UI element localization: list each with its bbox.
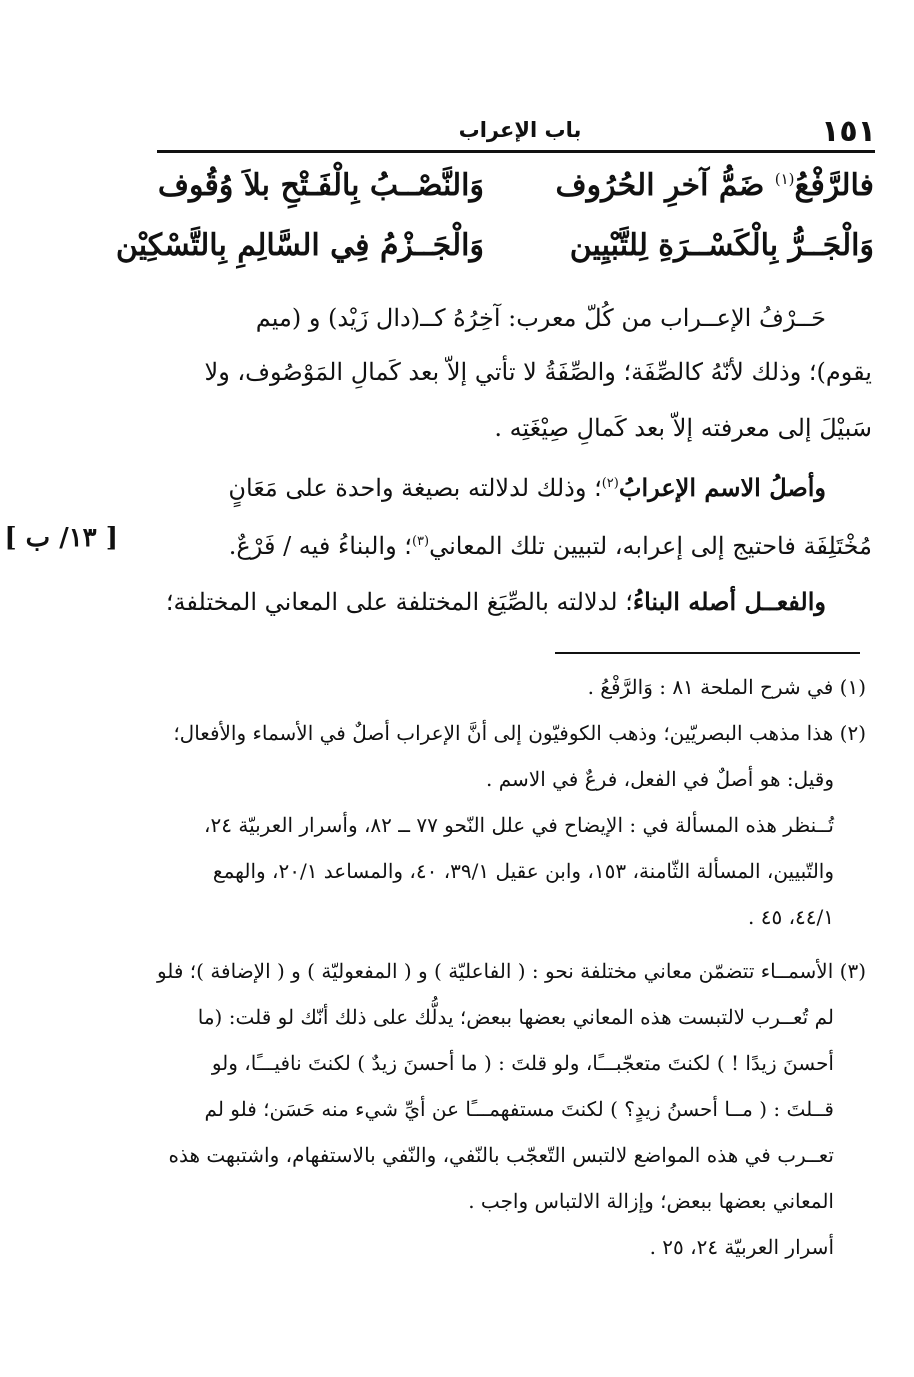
footnote-line: (١) في شرح الملحة ٨١ : وَالرَّفْعُ . xyxy=(587,675,866,699)
manuscript-folio-marker: [ ١٣/ ب ] xyxy=(4,523,118,553)
body-text: يقوم)؛ وذلك لأنّهُ كالصِّفَة؛ والصِّفَةُ لا تأتي إلاّ بعد كَمالِ المَوْصُوف، ولا xyxy=(204,358,872,386)
body-line xyxy=(137,408,872,448)
footnote-ref: (٢) xyxy=(601,476,619,491)
verse-2-left-hemistich: وَالْجَــزْمُ فِي السَّالِمِ بِالتَّسْكِيْن xyxy=(115,228,484,263)
footnote-ref: (٣) xyxy=(411,534,430,549)
body-text: ؛ وذلك لدلالته بصيغة واحدة على مَعَانٍ xyxy=(228,474,602,502)
body-text: سَبيْلَ إلى معرفته إلاّ بعد كَمالِ صِيْغَتِه . xyxy=(494,414,872,442)
body-line xyxy=(136,298,826,338)
page-number: ١٥١ xyxy=(821,114,876,149)
footnote-line: أحسنَ زيدًا ! ) لكنتَ متعجّبـــًا، ولو قلتَ : ( ما أحسنَ زيدٌ ) لكنتَ نافيـــًا، ولو xyxy=(211,1051,834,1075)
bold-term: والفعــل أصله البناءُ xyxy=(632,587,826,616)
body-text: ؛ لدلالته بالصِّيَغ المختلفة على المعاني المختلفة؛ xyxy=(165,588,633,616)
body-text: مُخْتَلِفَة فاحتيج إلى إعرابه، لتبيين تلك المعاني xyxy=(429,532,872,560)
footnote-line: تُــنظر هذه المسألة في : الإيضاح في علل النّحو ٧٧ ــ ٨٢، وأسرار العربيّة ٢٤، xyxy=(204,813,834,837)
footnote-ref: (١) xyxy=(774,170,795,188)
verse-1-left-hemistich: وَالنَّصْــبُ بِالْفَـتْحِ بلاَ وُقُوف xyxy=(157,168,484,203)
body-line xyxy=(136,464,826,508)
verse-1-right-hemistich xyxy=(556,168,874,203)
header-divider xyxy=(157,150,875,153)
body-line xyxy=(136,582,826,622)
body-line xyxy=(137,522,872,566)
footnote-line: ٤٤/١، ٤٥ . xyxy=(748,905,834,929)
body-text: ؛ والبناءُ فيه / فَرْعٌ. xyxy=(228,532,412,560)
footnote-line: (٣) الأسمــاء تتضمّن معاني مختلفة نحو : ( الفاعليّة ) و ( المفعوليّة ) و ( الإضافة )؛ فلو xyxy=(156,959,866,983)
verse-text: ضَمُّ آخرِ الحُرُوف xyxy=(555,168,775,203)
footnote-line: (٢) هذا مذهب البصريّين؛ وذهب الكوفيّون إلى أنَّ الإعراب أصلٌ في الأسماء والأفعال؛ xyxy=(173,721,866,745)
body-line xyxy=(137,352,872,392)
footnote-line: قــلتَ : ( مــا أحسنُ زيدٍ؟ ) لكنتَ مستفهمـــًا عن أيِّ شيء منه حَسَن؛ فلو لم xyxy=(204,1097,834,1121)
verse-text: فالرَّفْعُ xyxy=(794,168,874,203)
body-text: حَــرْفُ الإعــراب من كُلّ معرب: آخِرُهُ كــ(دال زَيْد) و (ميم xyxy=(255,304,826,332)
footnote-divider xyxy=(555,652,860,654)
footnote-line: المعاني بعضها ببعض؛ وإزالة الالتباس واجب . xyxy=(468,1189,834,1213)
footnote-line: وقيل: هو أصلٌ في الفعل، فرعٌ في الاسم . xyxy=(486,767,834,791)
chapter-title: باب الإعراب xyxy=(458,118,582,142)
footnote-line: والتّبيين، المسألة الثّامنة، ١٥٣، وابن عقيل ٣٩/١، ٤٠، والمساعد ٢٠/١، والهمع xyxy=(212,859,834,883)
footnote-line: تعــرب في هذه المواضع لالتبس التّعجّب بالنّفي، والنّفي بالاستفهام، واشتبهت هذه xyxy=(168,1143,834,1167)
footnote-line: لم تُعــرب لالتبست هذه المعاني بعضها ببعض؛ يدلُّك على ذلك أنّك لو قلت: (ما xyxy=(197,1005,834,1029)
bold-term: وأصلُ الاسم الإعرابُ xyxy=(618,473,826,502)
verse-2-right-hemistich: وَالْجَــرُّ بِالْكَسْــرَةِ لِلتَّبْيِين xyxy=(569,228,874,263)
footnote-line: أسرار العربيّة ٢٤، ٢٥ . xyxy=(649,1235,834,1259)
